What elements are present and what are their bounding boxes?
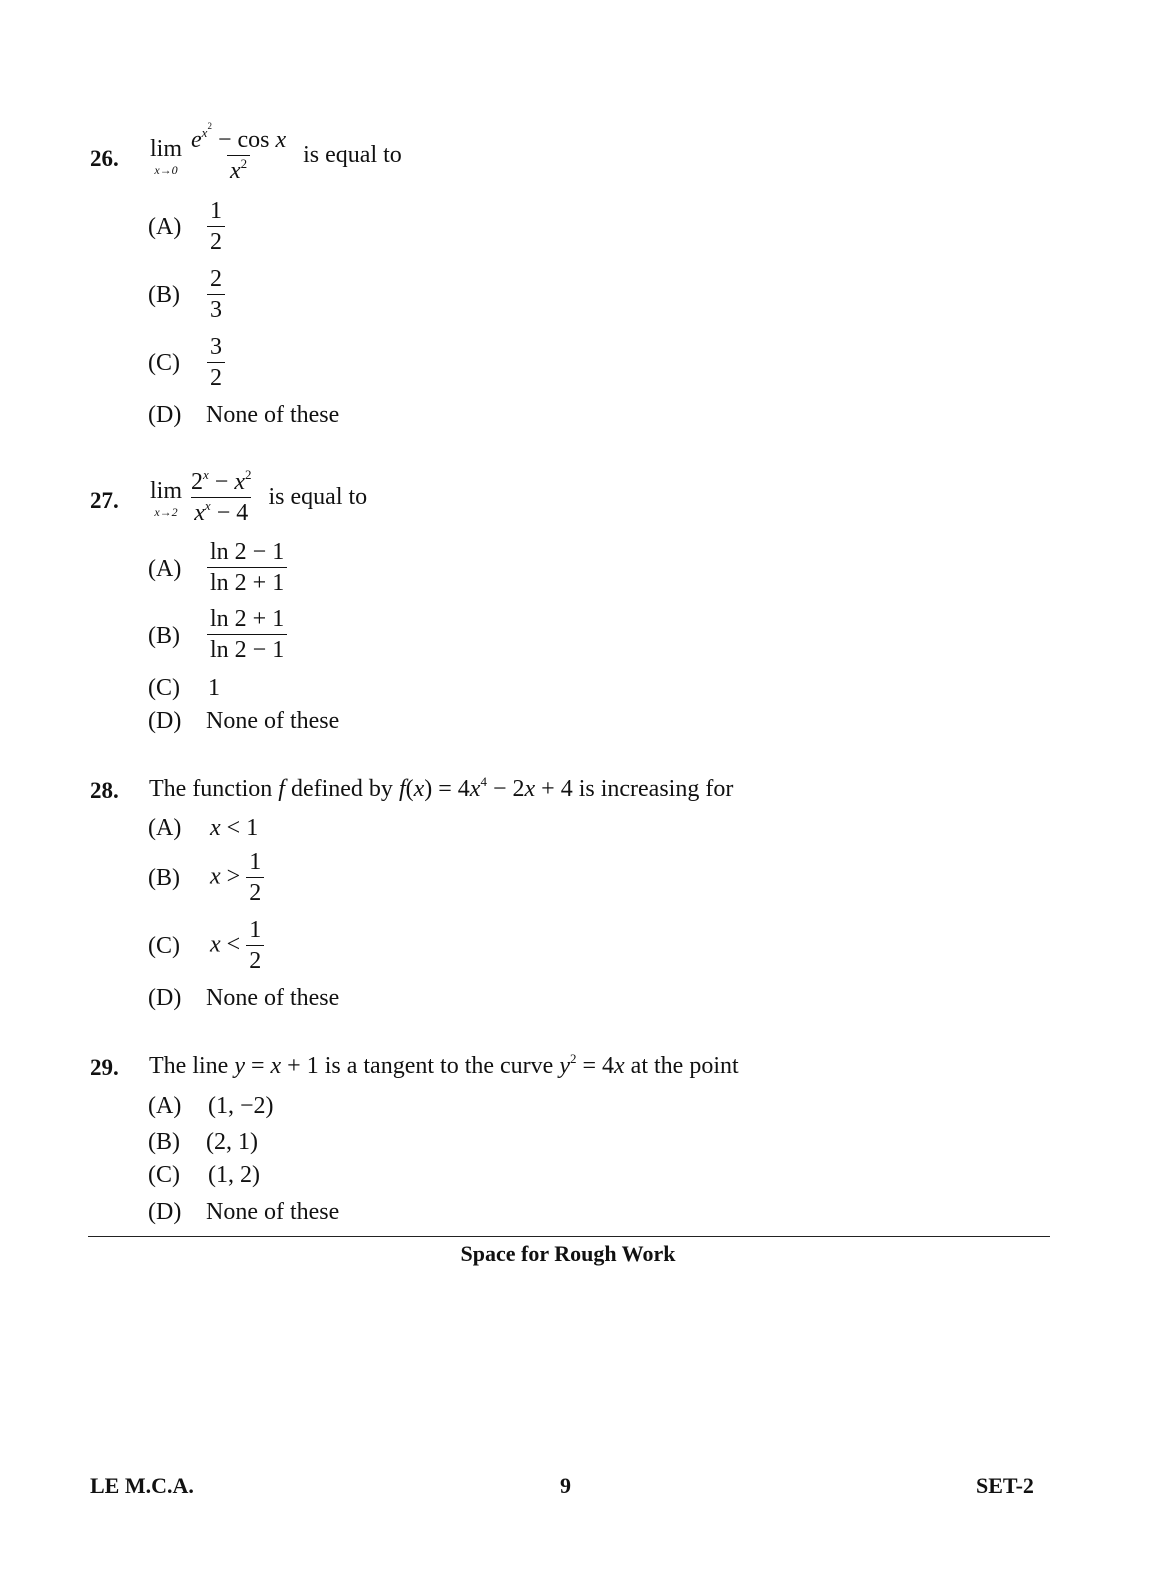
footer-set-code: SET-2 xyxy=(976,1473,1034,1498)
option-29c-label: (C) xyxy=(148,1162,180,1188)
option-27a-value: $\frac{\ln 2 - 1}{\ln 2 + 1}$ xyxy=(207,540,287,596)
option-29a-label: (A) xyxy=(148,1093,182,1119)
question-26-number: 26. xyxy=(90,146,119,171)
question-27-stem: lim x→2 $\frac{2^x - x^2}{x^x - 4}$ is equal to xyxy=(150,467,368,527)
limit-expression: $\frac{2^x - x^2}{x^x - 4}$ xyxy=(191,467,252,527)
option-28c-value: x < $\frac{1}{2}$ xyxy=(210,918,264,974)
question-29-stem: The line y = x + 1 is a tangent to the curve $y^2 = 4x$ at the point xyxy=(149,1051,739,1079)
option-28d-label: (D) xyxy=(148,985,182,1011)
option-26c-value: $\frac{3}{2}$ xyxy=(207,335,225,391)
option-28c-label: (C) xyxy=(148,933,180,959)
footer-page-number: 9 xyxy=(560,1473,571,1498)
rough-work-divider xyxy=(88,1236,1050,1237)
option-27c-label: (C) xyxy=(148,675,180,701)
question-28-number: 28. xyxy=(90,778,119,803)
option-26d-label: (D) xyxy=(148,402,182,428)
option-26b-value: $\frac{2}{3}$ xyxy=(207,267,225,323)
option-26a-label: (A) xyxy=(148,214,182,240)
limit-expression: $\frac{e^{x^2} - \cos x}{x^2}$ xyxy=(191,121,287,185)
question-29-number: 29. xyxy=(90,1055,119,1080)
option-28a-value: x < 1 xyxy=(210,815,259,841)
option-29d-value: None of these xyxy=(206,1199,340,1225)
option-29d-label: (D) xyxy=(148,1199,182,1225)
limit-operator: lim x→0 xyxy=(150,135,183,177)
option-28b-value: x > $\frac{1}{2}$ xyxy=(210,850,264,906)
option-27d-label: (D) xyxy=(148,708,182,734)
option-27a-label: (A) xyxy=(148,556,182,582)
option-26a-value: $\frac{1}{2}$ xyxy=(207,199,225,255)
option-29c-value: (1, 2) xyxy=(208,1162,260,1188)
rough-work-label: Space for Rough Work xyxy=(460,1241,676,1266)
question-27-number: 27. xyxy=(90,488,119,513)
option-29a-value: (1, −2) xyxy=(208,1093,274,1119)
option-28b-label: (B) xyxy=(148,865,180,891)
question-28-stem: The function f defined by $f(x) = 4x^4 - 2x + 4$ is increasing for xyxy=(149,774,734,802)
option-28a-label: (A) xyxy=(148,815,182,841)
option-26d-value: None of these xyxy=(206,402,340,428)
option-27b-value: $\frac{\ln 2 + 1}{\ln 2 - 1}$ xyxy=(207,607,287,663)
option-26b-label: (B) xyxy=(148,282,180,308)
question-26-stem: lim x→0 $\frac{e^{x^2} - \cos x}{x^2}$ is equal to xyxy=(150,121,402,185)
option-26c-label: (C) xyxy=(148,350,180,376)
option-27b-label: (B) xyxy=(148,623,180,649)
option-29b-label: (B) xyxy=(148,1129,180,1155)
option-28d-value: None of these xyxy=(206,985,340,1011)
option-27d-value: None of these xyxy=(206,708,340,734)
footer-course-code: LE M.C.A. xyxy=(90,1473,194,1498)
option-29b-value: (2, 1) xyxy=(206,1129,258,1155)
option-27c-value: 1 xyxy=(208,675,220,701)
limit-operator: lim x→2 xyxy=(150,477,183,519)
